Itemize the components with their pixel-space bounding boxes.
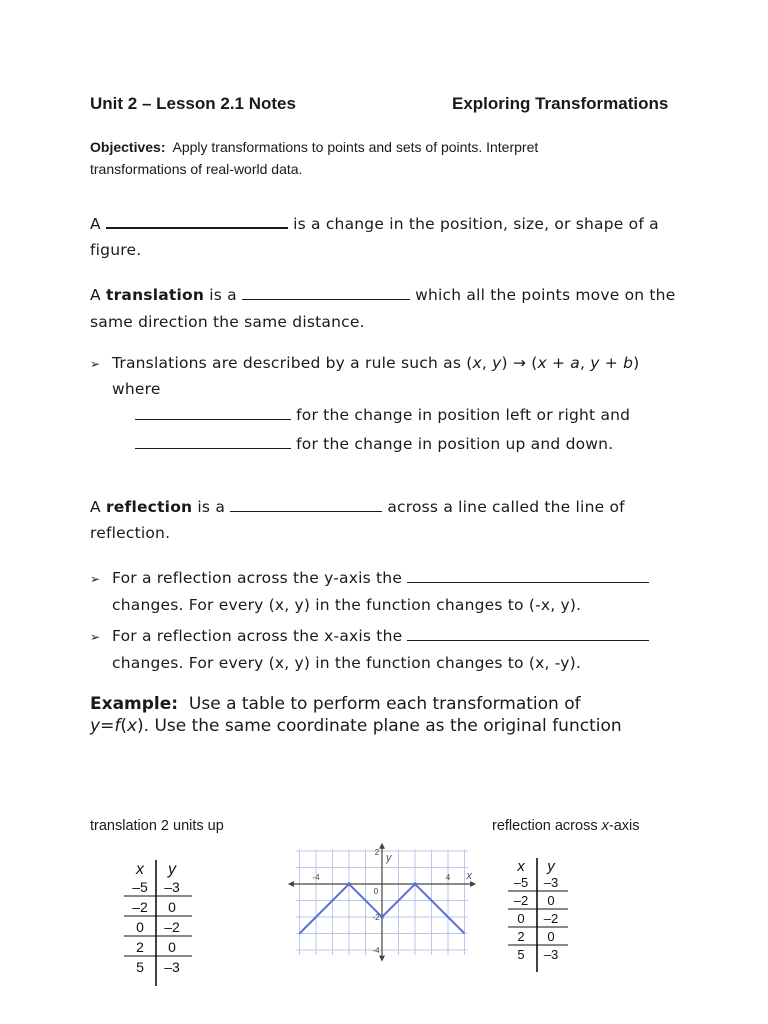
function-vertex-point xyxy=(413,882,417,886)
rule-line-v xyxy=(135,433,613,453)
function-vertex-point xyxy=(380,915,384,919)
var-x: x xyxy=(472,354,482,372)
caption-reflection-c: -axis xyxy=(608,818,640,834)
translation-def-line2: same direction the same distance. xyxy=(90,313,365,331)
x-axis-label: x xyxy=(466,870,472,882)
reflection-y-text: For a reflection across the y-axis the xyxy=(112,569,403,587)
translation-rule-line xyxy=(90,354,639,372)
arrow-bullet-icon: ➢ xyxy=(90,357,101,371)
reflection-def-line2: reflection. xyxy=(90,524,171,542)
transformation-def-line2: figure. xyxy=(90,241,142,259)
table-cell-x: 2 xyxy=(136,939,144,955)
var-y2: y xyxy=(590,354,600,372)
transformation-blank[interactable] xyxy=(106,212,288,229)
reflection-y-blank[interactable] xyxy=(407,567,649,583)
function-graph xyxy=(286,808,472,998)
caption-reflection-a: reflection across xyxy=(492,818,602,834)
example-text2: ). Use the same coordinate plane as the original function xyxy=(137,716,622,736)
equals: = xyxy=(100,716,115,736)
rule-comma2: , xyxy=(579,354,591,372)
var-y: y xyxy=(90,716,101,736)
table-header-x: x xyxy=(517,858,525,875)
example-line1 xyxy=(90,694,581,714)
reflection-term: reflection xyxy=(105,498,193,516)
rule-arrow: ) → ( xyxy=(501,354,538,372)
var-a: a xyxy=(570,354,580,372)
table-cell-y: –3 xyxy=(164,879,180,895)
rule-comma: , xyxy=(481,354,493,372)
text-is-a: is a xyxy=(209,286,237,304)
values-table-left xyxy=(118,858,198,988)
example-text: Use a table to perform each transformation of xyxy=(188,694,581,714)
translation-def-text: which all the points move on the xyxy=(415,286,676,304)
table-cell-x: 0 xyxy=(136,919,144,935)
rule-line-h-text: for the change in position left or right and xyxy=(296,406,631,424)
table-cell-y: –2 xyxy=(543,911,559,926)
y-axis-arrow-bottom xyxy=(379,956,385,962)
var-b: b xyxy=(623,354,634,372)
x-axis-arrow-left xyxy=(288,881,294,887)
objectives-label: Objectives: xyxy=(90,139,166,155)
horizontal-blank[interactable] xyxy=(135,404,291,420)
objectives-line2: transformations of real-world data. xyxy=(90,161,303,177)
var-f: f xyxy=(114,716,121,736)
tick-label-y-bottom: -4 xyxy=(372,946,380,955)
lesson-title: Unit 2 – Lesson 2.1 Notes xyxy=(90,94,296,113)
table-cell-x: 2 xyxy=(517,929,525,944)
table-cell-y: –3 xyxy=(164,959,180,975)
y-axis-label: y xyxy=(386,852,392,864)
reflection-y-line1 xyxy=(90,567,649,587)
table-cell-y: –2 xyxy=(164,919,180,935)
values-table-right xyxy=(502,856,572,974)
text-a: A xyxy=(90,286,101,304)
table-header-y: y xyxy=(547,858,555,875)
table-header-y: y xyxy=(168,861,176,878)
translation-def-line1 xyxy=(90,284,675,304)
rule-where: where xyxy=(112,380,161,398)
objectives-line1 xyxy=(90,136,538,158)
table-header-x: x xyxy=(136,861,144,878)
example-line2 xyxy=(90,716,622,736)
table-cell-x: –5 xyxy=(513,875,529,890)
rule-text: Translations are described by a rule such as ( xyxy=(112,354,473,372)
reflection-def-text: across a line called the line of xyxy=(387,498,625,516)
paren: ( xyxy=(120,716,127,736)
table-cell-x: –2 xyxy=(132,899,148,915)
text-a: A xyxy=(90,215,101,233)
table-cell-y: 0 xyxy=(547,893,555,908)
caption-reflection-x: x xyxy=(601,818,609,834)
transformation-def-line1 xyxy=(90,212,659,233)
table-cell-y: 0 xyxy=(168,899,176,915)
arrow-bullet-icon: ➢ xyxy=(90,572,101,586)
vertical-blank[interactable] xyxy=(135,433,291,449)
caption-reflection xyxy=(492,818,639,834)
table-cell-y: 0 xyxy=(168,939,176,955)
var-x: x xyxy=(126,716,138,736)
example-label: Example: xyxy=(90,694,179,714)
arrow-bullet-icon: ➢ xyxy=(90,630,101,644)
transformation-def-text: is a change in the position, size, or shape of a xyxy=(293,215,659,233)
rule-plus2: + xyxy=(599,354,624,372)
text-a: A xyxy=(90,498,101,516)
reflection-x-line1 xyxy=(90,625,649,645)
y-axis-arrow-top xyxy=(379,843,385,849)
table-cell-y: 0 xyxy=(547,929,555,944)
tick-label-y-top: 2 xyxy=(374,848,380,857)
text-is-a: is a xyxy=(197,498,226,516)
table-cell-y: –3 xyxy=(543,947,559,962)
caption-translation: translation 2 units up xyxy=(90,818,224,834)
reflection-y-line2: changes. For every (x, y) in the function changes to (-x, y). xyxy=(112,596,582,614)
tick-label-x-right: 4 xyxy=(445,873,451,882)
rule-plus: + xyxy=(546,354,571,372)
reflection-def-line1 xyxy=(90,496,625,516)
var-y: y xyxy=(492,354,502,372)
table-cell-x: –5 xyxy=(132,879,148,895)
table-cell-x: 5 xyxy=(136,959,144,975)
rule-close: ) xyxy=(633,354,640,372)
table-cell-x: 0 xyxy=(517,911,525,926)
reflection-x-blank[interactable] xyxy=(407,625,649,641)
rule-line-h xyxy=(135,404,630,424)
tick-label-x-left: -4 xyxy=(312,873,320,882)
tick-label-y-mid: -2 xyxy=(372,913,380,922)
objectives-text1: Apply transformations to points and sets of points. Interpret xyxy=(172,139,539,155)
table-cell-x: 5 xyxy=(517,947,525,962)
var-x2: x xyxy=(537,354,547,372)
reflection-x-line2: changes. For every (x, y) in the function changes to (x, -y). xyxy=(112,654,581,672)
translation-blank[interactable] xyxy=(242,284,410,300)
topic-title: Exploring Transformations xyxy=(452,94,669,113)
reflection-blank[interactable] xyxy=(230,496,382,512)
translation-term: translation xyxy=(105,286,205,304)
table-cell-y: –3 xyxy=(543,875,559,890)
tick-label-origin: 0 xyxy=(373,887,379,896)
rule-line-v-text: for the change in position up and down. xyxy=(296,435,614,453)
reflection-x-text: For a reflection across the x-axis the xyxy=(112,627,403,645)
table-cell-x: –2 xyxy=(513,893,529,908)
function-vertex-point xyxy=(347,882,351,886)
